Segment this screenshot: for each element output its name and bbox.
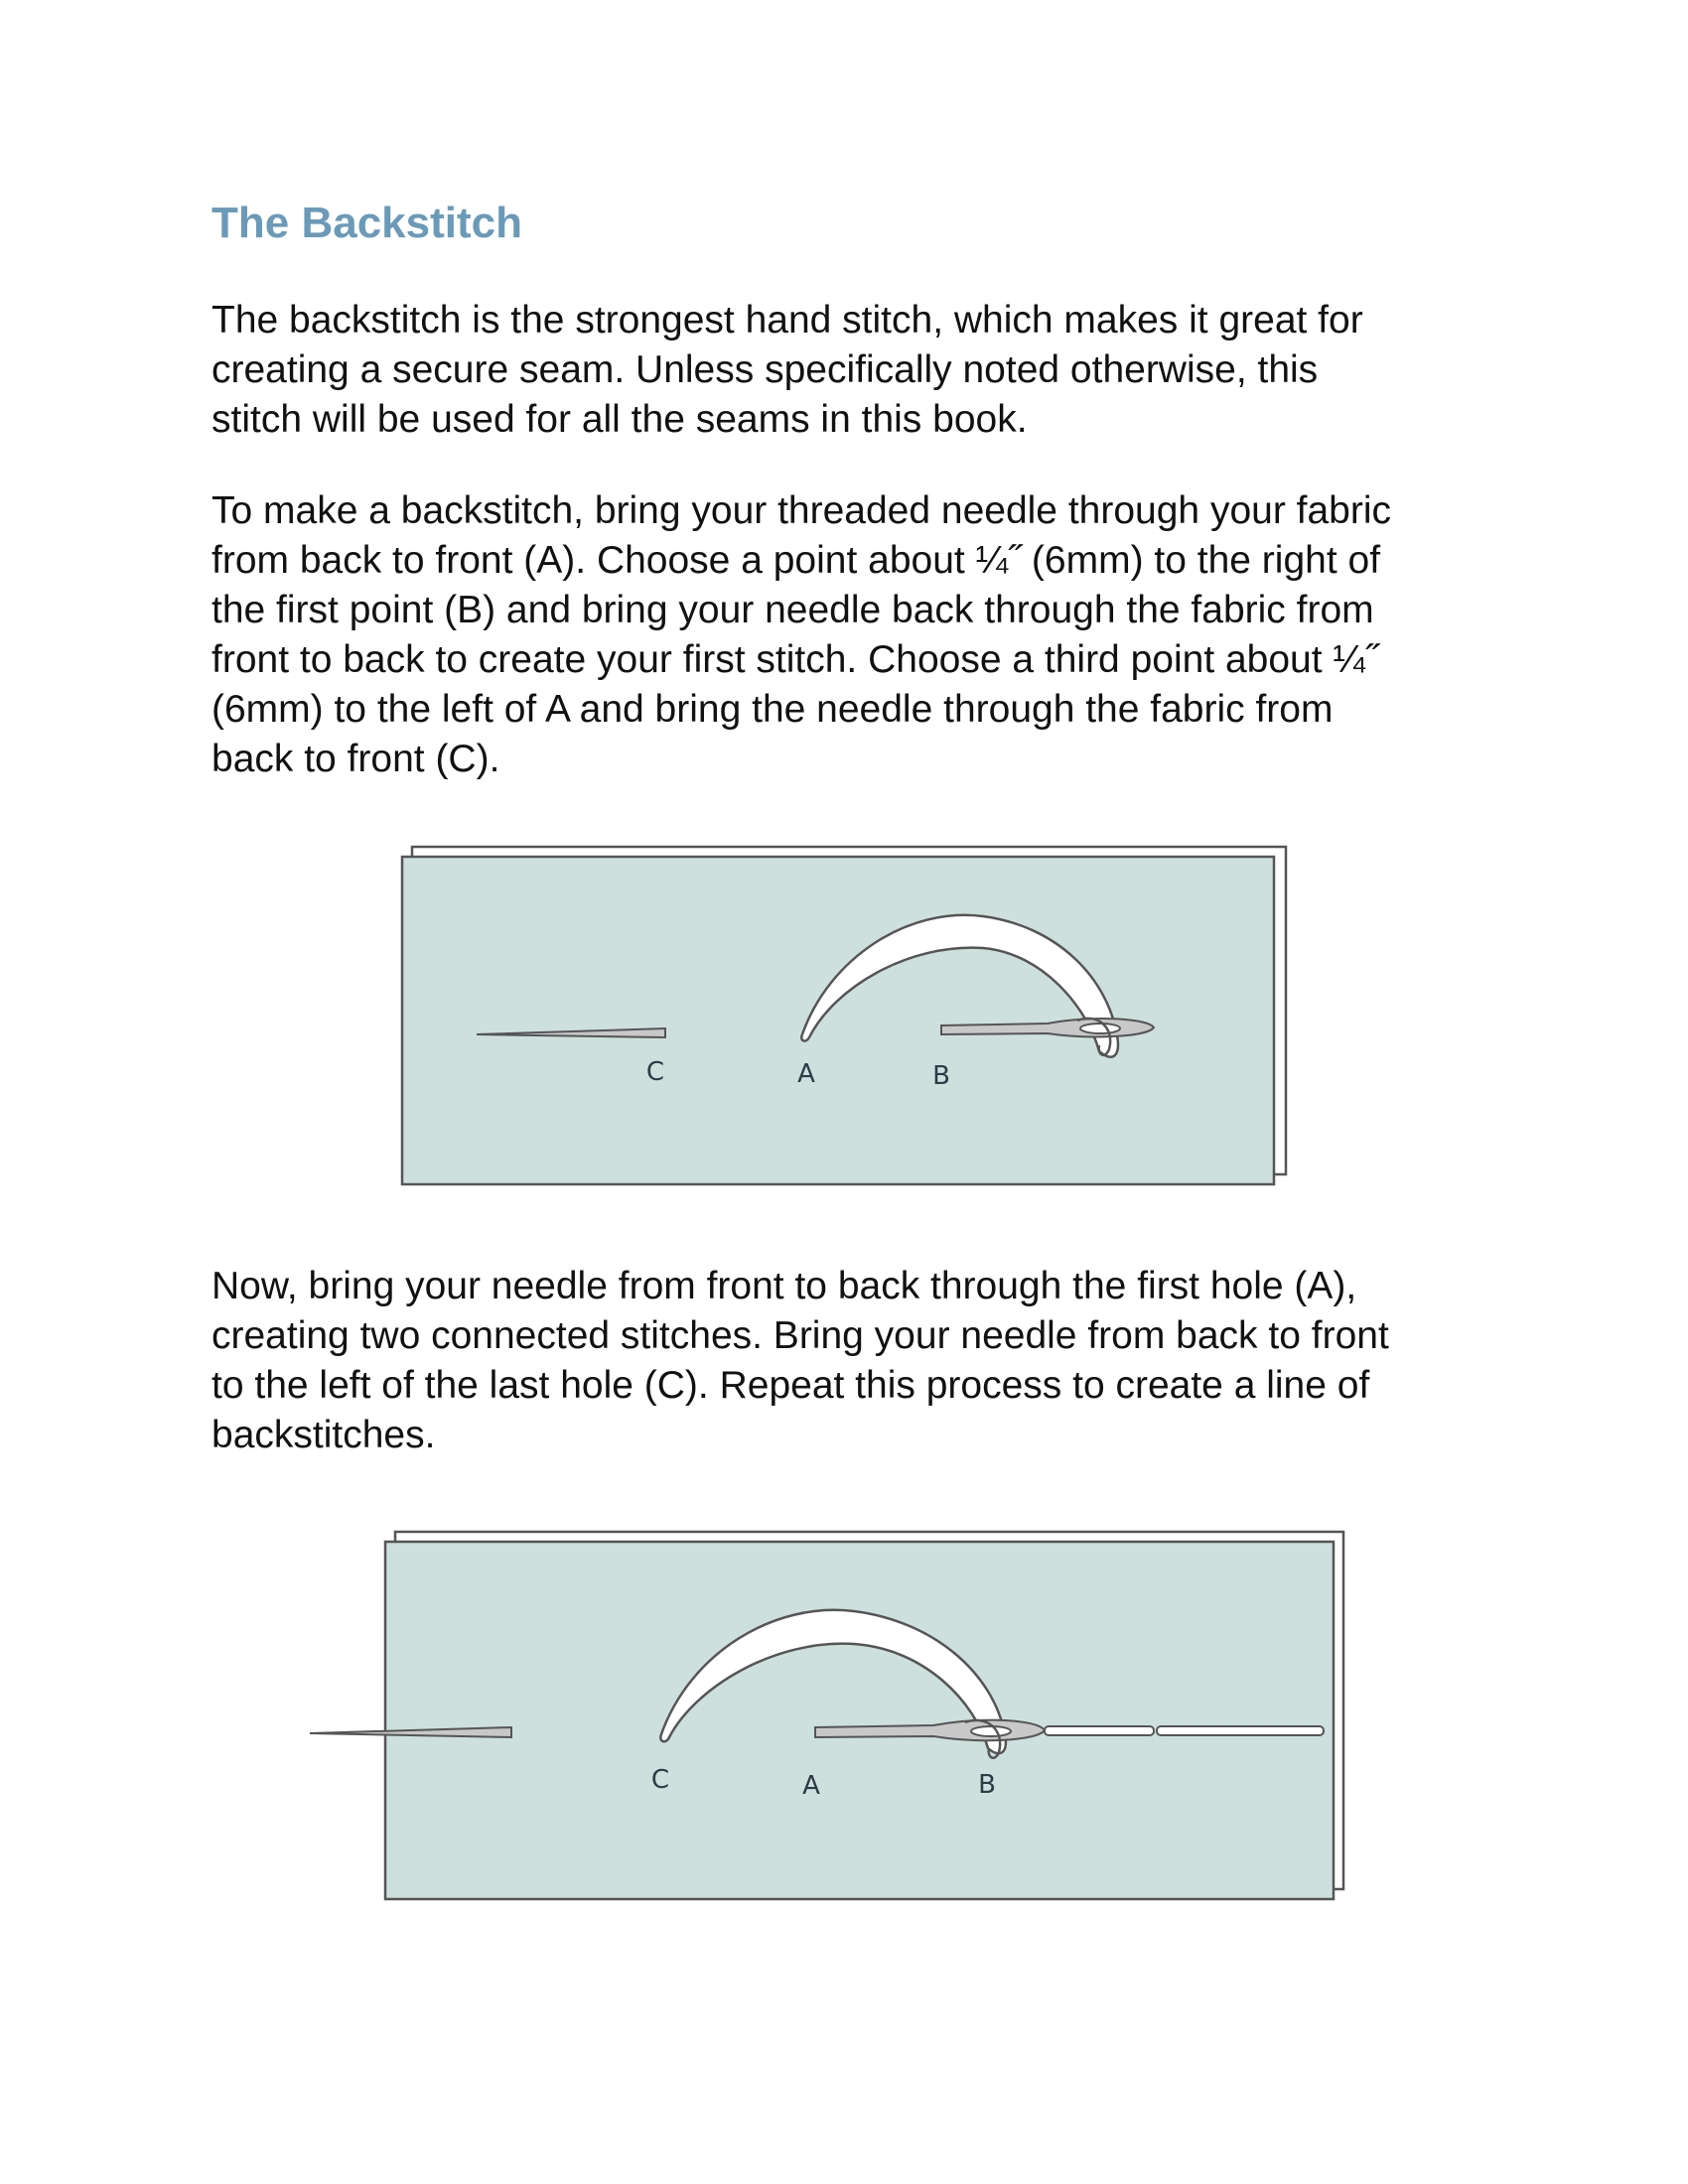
text-line: back to front (C).: [211, 738, 500, 780]
fabric-front-layer: [385, 1542, 1334, 1899]
text-line: Now, bring your needle from front to back through the first hole (A),: [211, 1265, 1357, 1307]
continuation-paragraph: [211, 1262, 1502, 1460]
point-a-label: A: [802, 1771, 820, 1801]
text-line: creating a secure seam. Unless specifically noted otherwise, this: [211, 348, 1319, 391]
backstitch-step1-illustration: [392, 839, 1296, 1188]
text-line: creating two connected stitches. Bring your needle from back to front: [211, 1314, 1389, 1357]
point-c-label: C: [645, 1057, 665, 1087]
page-title: The Backstitch: [211, 199, 522, 247]
point-b-label: B: [978, 1770, 996, 1800]
text-line: backstitches.: [211, 1414, 436, 1456]
text-line: (6mm) to the left of A and bring the needle through the fabric from: [211, 688, 1334, 731]
text-line: To make a backstitch, bring your threaded needle through your fabric: [211, 489, 1392, 532]
backstitch-step2-illustration: [298, 1524, 1350, 1906]
point-a-label: A: [797, 1059, 815, 1089]
needle-eye-icon: [1080, 1024, 1120, 1033]
text-line: to the left of the last hole (C). Repeat this process to create a line of: [211, 1364, 1370, 1407]
text-line: front to back to create your first stitch. Choose a third point about ¼˝: [211, 638, 1378, 681]
text-line: stitch will be used for all the seams in this book.: [211, 398, 1028, 441]
fabric-front-layer: [402, 857, 1274, 1184]
needle-eye-icon: [971, 1726, 1011, 1736]
completed-stitch: [1045, 1726, 1154, 1735]
text-line: from back to front (A). Choose a point about ¼˝ (6mm) to the right of: [211, 539, 1381, 582]
point-b-label: B: [932, 1061, 950, 1091]
instructions-paragraph: [211, 486, 1502, 784]
completed-stitch: [1157, 1726, 1324, 1735]
intro-paragraph: [211, 296, 1502, 445]
text-line: the first point (B) and bring your needle back through the fabric from: [211, 589, 1374, 631]
text-line: The backstitch is the strongest hand stitch, which makes it great for: [211, 299, 1363, 341]
point-c-label: C: [650, 1765, 670, 1795]
